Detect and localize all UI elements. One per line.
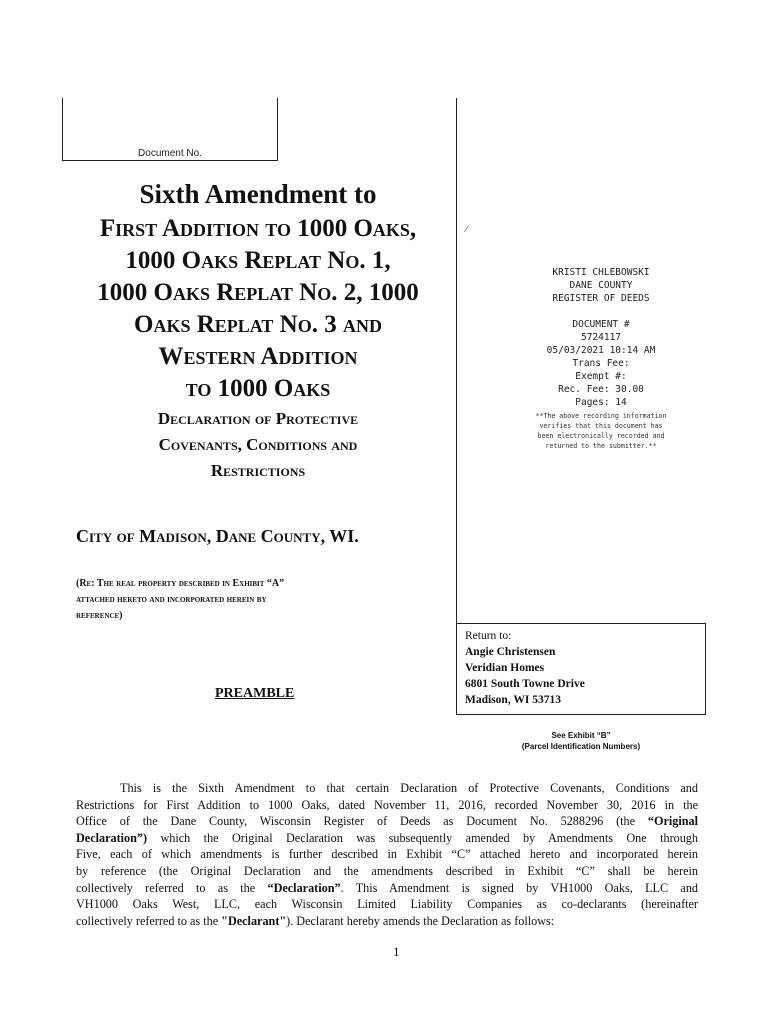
title-line: to 1000 Oaks [185, 375, 331, 402]
preamble-heading: PREAMBLE [215, 686, 295, 701]
paragraph-line: Declaration”) which the Original Declaration was subsequently amended by Amendments One through [76, 830, 698, 845]
notice-line: been electronically recorded and [537, 432, 665, 440]
see-exhibit-note [456, 730, 706, 752]
document-label: DOCUMENT # [572, 319, 630, 330]
recording-stamp [466, 266, 736, 451]
return-company: Veridian Homes [465, 662, 545, 674]
see-exhibit-line: (Parcel Identification Numbers) [521, 742, 641, 751]
return-name: Angie Christensen [465, 646, 556, 658]
re-property-note [76, 576, 406, 624]
register-county: DANE COUNTY [569, 280, 633, 291]
title-line: Oaks Replat No. 3 and [134, 311, 382, 338]
declaration-term: “Declaration” [267, 880, 341, 895]
notice-line: **The above recording information [535, 412, 667, 420]
re-line: attached hereto and incorporated herein by [76, 594, 267, 605]
title-line: Sixth Amendment to [139, 179, 377, 209]
trans-fee: Trans Fee: [572, 358, 630, 369]
re-line: (Re: The real property described in Exhibit “A” [76, 578, 285, 589]
register-name: KRISTI CHLEBOWSKI [552, 267, 650, 278]
notice-line: returned to the submitter.** [545, 442, 657, 450]
paragraph-line: VH1000 Oaks West, LLC, each Wisconsin Limited Liability Companies as co-declarants (hereinafter [76, 897, 698, 912]
paragraph-line: Office of the Dane County, Wisconsin Register of Deeds as Document No. 5288296 (the “Original [76, 814, 698, 829]
paragraph-line: by reference (the Original Declaration and the amendments described in Exhibit “C” shall be herein [76, 863, 698, 878]
exempt-number: Exempt #: [575, 371, 627, 382]
title-line: First Addition to 1000 Oaks, [99, 215, 417, 242]
return-city: Madison, WI 53713 [465, 694, 561, 706]
city-heading: City of Madison, Dane County, WI. [76, 526, 359, 546]
original-declaration-term: Declaration”) [76, 830, 148, 845]
preamble-paragraph [76, 780, 698, 929]
recording-notice [466, 411, 736, 451]
scan-mark: ⁄ [466, 224, 468, 234]
title-line: 1000 Oaks Replat No. 1, [125, 247, 391, 274]
see-exhibit-line: See Exhibit “B” [551, 731, 611, 740]
subtitle-line: Restrictions [210, 461, 306, 480]
document-number-label: Document No. [138, 148, 202, 159]
notice-line: verifies that this document has [539, 422, 663, 430]
subtitle-line: Declaration of Protective [157, 409, 359, 428]
document-number: 5724117 [580, 332, 622, 343]
document-number-box [62, 98, 278, 161]
paragraph-line: collectively referred to as the “Declaration”. This Amendment is signed by VH1000 Oaks, LLC and [76, 880, 699, 895]
return-street: 6801 South Towne Drive [465, 678, 585, 690]
re-line: reference) [76, 610, 123, 621]
recording-fee: Rec. Fee: 30.00 [558, 384, 644, 395]
page-count: Pages: 14 [575, 397, 627, 408]
return-label: Return to: [465, 630, 512, 642]
document-title [62, 178, 454, 484]
subtitle-line: Covenants, Conditions and [158, 435, 358, 454]
paragraph-line: Restrictions for First Addition to 1000 Oaks, dated November 11, 2016, recorded November 30, 2016 in the [76, 797, 698, 812]
return-to-box [456, 623, 706, 715]
column-divider [456, 98, 457, 625]
declarant-term: "Declarant" [221, 913, 287, 928]
original-term: “Original [647, 814, 698, 829]
paragraph-line: This is the Sixth Amendment to that certain Declaration of Protective Covenants, Conditions and [120, 781, 698, 795]
paragraph-line: Five, each of which amendments is further described in Exhibit “C” attached hereto and incorporated herein [76, 847, 698, 862]
title-line: Western Addition [158, 343, 358, 370]
register-office: REGISTER OF DEEDS [552, 293, 650, 304]
page-number: 1 [393, 944, 400, 959]
paragraph-line: collectively referred to as the "Declarant"). Declarant hereby amends the Declaration as follows: [76, 913, 555, 928]
recording-datetime: 05/03/2021 10:14 AM [546, 345, 656, 356]
title-line: 1000 Oaks Replat No. 2, 1000 [97, 279, 419, 306]
